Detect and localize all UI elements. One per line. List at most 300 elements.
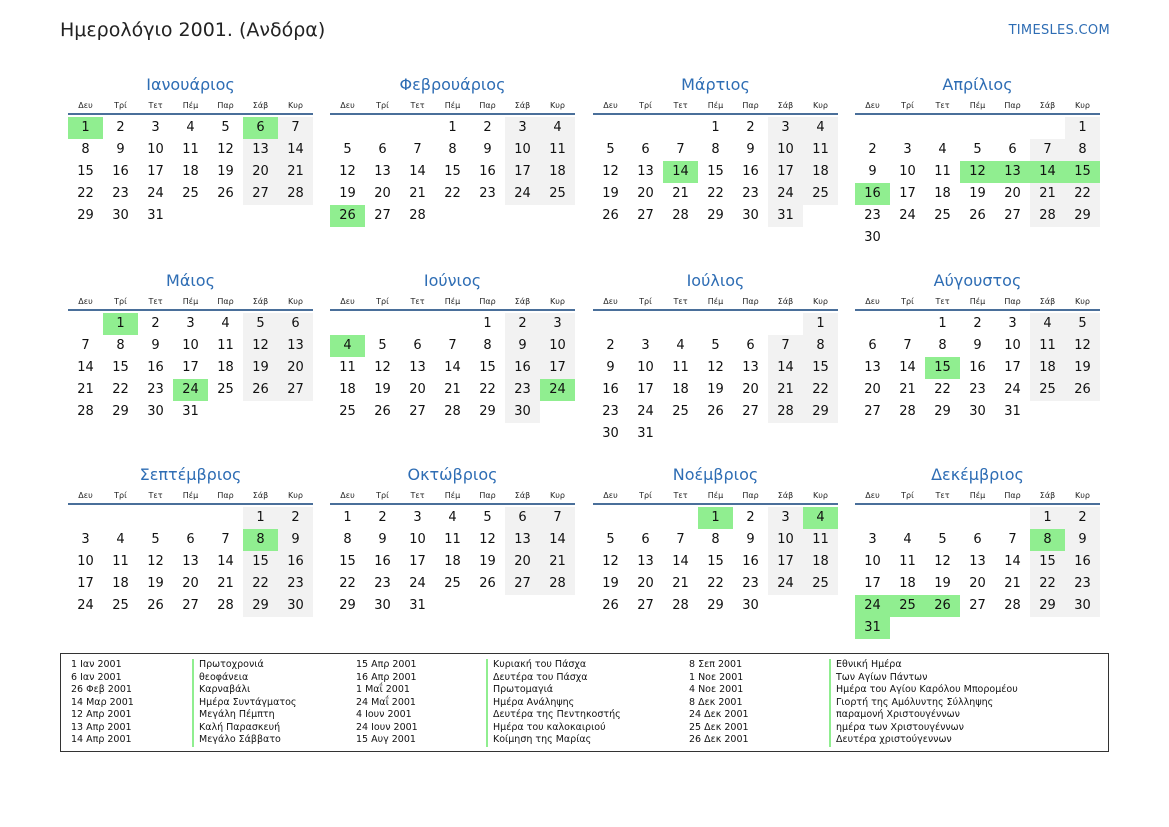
holiday-day-cell: 4 — [803, 507, 838, 529]
day-cell: 15 — [1030, 551, 1065, 573]
day-cell: 21 — [672, 186, 689, 201]
day-cell: 19 — [1065, 357, 1100, 379]
weekday-label: Σάβ — [1039, 297, 1056, 306]
day-cell: 22 — [934, 382, 951, 397]
day-cell: 28 — [672, 598, 689, 613]
empty-cell — [103, 507, 138, 529]
day-cell: 16 — [112, 164, 129, 179]
day-cell: 13 — [182, 554, 199, 569]
day-cell: 12 — [374, 360, 391, 375]
day-cell: 4 — [116, 532, 125, 547]
weekday-label: Τετ — [410, 491, 425, 500]
day-cell: 16 — [969, 360, 986, 375]
legend-holiday-name: Των Αγίων Πάντων — [829, 672, 1018, 685]
empty-cell — [890, 507, 925, 529]
day-cell: 28 — [444, 404, 461, 419]
day-cell: 23 — [374, 576, 391, 591]
day-cell: 12 — [707, 360, 724, 375]
day-cell: 2 — [973, 316, 982, 331]
weekday-label: Κυρ — [813, 101, 828, 110]
day-cell: 6 — [505, 507, 540, 529]
weekday-label: Σάβ — [777, 297, 794, 306]
day-cell: 17 — [409, 554, 426, 569]
day-cell: 27 — [278, 379, 313, 401]
weekday-label: Κυρ — [288, 297, 303, 306]
holiday-day-cell: 26 — [925, 595, 960, 617]
day-cell: 19 — [217, 164, 234, 179]
day-cell: 21 — [1004, 576, 1021, 591]
day-cell: 17 — [637, 382, 654, 397]
day-cell: 29 — [479, 404, 496, 419]
day-cell: 24 — [768, 183, 803, 205]
holiday-day-cell: 8 — [1030, 529, 1065, 551]
empty-cell — [663, 313, 698, 335]
day-cell: 17 — [864, 576, 881, 591]
weekday-label: Σάβ — [777, 491, 794, 500]
month-name: Σεπτέμβριος — [139, 465, 242, 484]
day-cell: 27 — [742, 404, 759, 419]
day-cell: 6 — [973, 532, 982, 547]
legend-holiday-date: 14 Μαρ 2001 — [71, 696, 134, 708]
empty-cell — [400, 117, 435, 139]
day-cell: 6 — [746, 338, 755, 353]
legend-holiday-date: 1 Μαΐ 2001 — [356, 684, 410, 695]
day-cell: 15 — [112, 360, 129, 375]
day-cell: 3 — [641, 338, 650, 353]
weekday-label: Πέμ — [444, 101, 461, 110]
day-cell: 9 — [868, 164, 877, 179]
day-cell: 26 — [1065, 379, 1100, 401]
day-cell: 26 — [479, 576, 496, 591]
holiday-day-cell: 1 — [698, 507, 733, 529]
day-cell: 23 — [742, 186, 759, 201]
month-block — [593, 463, 838, 617]
empty-cell — [138, 507, 173, 529]
weekday-label: Τρί — [114, 101, 127, 110]
day-cell: 22 — [77, 186, 94, 201]
days-grid — [593, 117, 838, 227]
weekday-label: Κυρ — [288, 491, 303, 500]
day-cell: 16 — [602, 382, 619, 397]
month-name: Ιούνιος — [423, 271, 482, 290]
weekday-label: Πέμ — [969, 491, 986, 500]
month-block — [330, 463, 575, 617]
day-cell: 18 — [934, 186, 951, 201]
day-cell: 10 — [864, 554, 881, 569]
weekday-label: Κυρ — [1075, 101, 1090, 110]
legend-holiday-date: 12 Απρ 2001 — [71, 709, 132, 720]
month-name: Ιανουάριος — [146, 75, 235, 94]
legend-holiday-date: 16 Απρ 2001 — [356, 671, 417, 683]
day-cell: 18 — [217, 360, 234, 375]
weekday-label: Σάβ — [252, 101, 269, 110]
day-cell: 28 — [1004, 598, 1021, 613]
day-cell: 29 — [77, 208, 94, 223]
day-cell: 12 — [147, 554, 164, 569]
day-cell: 6 — [641, 532, 650, 547]
day-cell: 31 — [1004, 404, 1021, 419]
day-cell: 3 — [768, 117, 803, 139]
weekday-label: Παρ — [742, 491, 759, 500]
day-cell: 6 — [378, 142, 387, 157]
day-cell: 7 — [768, 335, 803, 357]
day-cell: 26 — [602, 208, 619, 223]
weekday-label: Πέμ — [182, 101, 199, 110]
day-cell: 19 — [479, 554, 496, 569]
day-cell: 10 — [409, 532, 426, 547]
month-name: Οκτώβριος — [407, 465, 498, 484]
day-cell: 18 — [182, 164, 199, 179]
weekday-label: Σάβ — [252, 491, 269, 500]
day-cell: 18 — [540, 161, 575, 183]
day-cell: 1 — [803, 313, 838, 335]
day-cell: 11 — [899, 554, 916, 569]
day-cell: 21 — [540, 551, 575, 573]
day-cell: 26 — [217, 186, 234, 201]
holiday-day-cell: 26 — [330, 205, 365, 227]
day-cell: 23 — [112, 186, 129, 201]
empty-cell — [855, 507, 890, 529]
legend-holiday-date: 8 Δεκ 2001 — [689, 696, 743, 708]
day-cell: 17 — [505, 161, 540, 183]
day-cell: 1 — [448, 120, 457, 135]
day-cell: 27 — [864, 404, 881, 419]
holiday-day-cell: 15 — [1065, 161, 1100, 183]
legend-holiday-name: Ημέρα Ανάληψης — [486, 697, 621, 710]
legend-holiday-name: παραμονή Χριστουγέννων — [829, 709, 1018, 722]
day-cell: 8 — [343, 532, 352, 547]
weekday-label: Τρί — [376, 101, 389, 110]
day-cell: 20 — [1004, 186, 1021, 201]
holiday-day-cell: 1 — [103, 313, 138, 335]
day-cell: 15 — [243, 551, 278, 573]
day-cell: 15 — [803, 357, 838, 379]
weekday-header — [855, 295, 1100, 311]
weekday-label: Παρ — [479, 101, 496, 110]
day-cell: 28 — [409, 208, 426, 223]
weekday-label: Δευ — [865, 101, 880, 110]
day-cell: 16 — [278, 551, 313, 573]
weekday-header — [68, 489, 313, 505]
day-cell: 22 — [1030, 573, 1065, 595]
day-cell: 14 — [77, 360, 94, 375]
day-cell: 9 — [278, 529, 313, 551]
empty-cell — [330, 313, 365, 335]
day-cell: 27 — [243, 183, 278, 205]
legend-holiday-name: Δευτέρα του Πάσχα — [486, 672, 621, 685]
legend-holiday-name: Ημέρα του καλοκαιριού — [486, 722, 621, 735]
weekday-label: Τετ — [673, 491, 688, 500]
weekday-label: Πέμ — [969, 297, 986, 306]
day-cell: 24 — [899, 208, 916, 223]
legend-holiday-name: Κυριακή του Πάσχα — [486, 659, 621, 672]
day-cell: 19 — [602, 576, 619, 591]
day-cell: 29 — [1030, 595, 1065, 617]
day-cell: 29 — [1065, 205, 1100, 227]
holiday-day-cell: 24 — [855, 595, 890, 617]
empty-cell — [768, 313, 803, 335]
weekday-label: Τρί — [376, 297, 389, 306]
empty-cell — [960, 507, 995, 529]
day-cell: 8 — [1065, 139, 1100, 161]
day-cell: 18 — [899, 576, 916, 591]
day-cell: 23 — [479, 186, 496, 201]
day-cell: 13 — [637, 554, 654, 569]
weekday-label: Παρ — [217, 491, 234, 500]
day-cell: 20 — [243, 161, 278, 183]
day-cell: 28 — [77, 404, 94, 419]
day-cell: 29 — [243, 595, 278, 617]
empty-cell — [173, 507, 208, 529]
day-cell: 2 — [1065, 507, 1100, 529]
day-cell: 17 — [768, 551, 803, 573]
day-cell: 27 — [374, 208, 391, 223]
holiday-day-cell: 14 — [663, 161, 698, 183]
day-cell: 21 — [768, 379, 803, 401]
day-cell: 22 — [243, 573, 278, 595]
holiday-day-cell: 12 — [960, 161, 995, 183]
days-grid — [68, 313, 313, 423]
day-cell: 27 — [409, 404, 426, 419]
day-cell: 16 — [479, 164, 496, 179]
weekday-label: Πέμ — [707, 491, 724, 500]
month-block — [855, 73, 1100, 249]
days-grid — [855, 117, 1100, 249]
day-cell: 19 — [707, 382, 724, 397]
holiday-day-cell: 6 — [243, 117, 278, 139]
day-cell: 3 — [540, 313, 575, 335]
legend-holiday-date: 1 Νοε 2001 — [689, 671, 744, 683]
weekday-header — [330, 99, 575, 115]
brand-link[interactable]: TIMESLES.COM — [1008, 23, 1110, 38]
day-cell: 6 — [413, 338, 422, 353]
legend-holiday-date: 4 Ιουν 2001 — [356, 709, 412, 720]
day-cell: 2 — [606, 338, 615, 353]
day-cell: 16 — [374, 554, 391, 569]
weekday-label: Κυρ — [813, 491, 828, 500]
day-cell: 30 — [742, 208, 759, 223]
day-cell: 9 — [378, 532, 387, 547]
day-cell: 24 — [768, 573, 803, 595]
weekday-label: Δευ — [78, 491, 93, 500]
weekday-label: Τρί — [639, 101, 652, 110]
weekday-label: Κυρ — [288, 101, 303, 110]
day-cell: 12 — [243, 335, 278, 357]
legend-holiday-date: 25 Δεκ 2001 — [689, 721, 749, 733]
day-cell: 20 — [278, 357, 313, 379]
day-cell: 18 — [803, 551, 838, 573]
day-cell: 3 — [186, 316, 195, 331]
day-cell: 22 — [707, 186, 724, 201]
holiday-day-cell: 31 — [855, 617, 890, 639]
empty-cell — [890, 313, 925, 335]
day-cell: 5 — [221, 120, 230, 135]
day-cell: 4 — [448, 510, 457, 525]
weekday-label: Πέμ — [182, 491, 199, 500]
day-cell: 5 — [151, 532, 160, 547]
day-cell: 31 — [409, 598, 426, 613]
legend-holiday-date: 13 Απρ 2001 — [71, 721, 132, 733]
weekday-label: Τρί — [639, 491, 652, 500]
day-cell: 14 — [768, 357, 803, 379]
day-cell: 30 — [742, 598, 759, 613]
day-cell: 15 — [707, 554, 724, 569]
day-cell: 9 — [116, 142, 125, 157]
day-cell: 10 — [77, 554, 94, 569]
month-block — [68, 463, 313, 617]
day-cell: 24 — [409, 576, 426, 591]
empty-cell — [68, 313, 103, 335]
day-cell: 30 — [969, 404, 986, 419]
day-cell: 10 — [899, 164, 916, 179]
day-cell: 30 — [602, 426, 619, 441]
day-cell: 20 — [374, 186, 391, 201]
month-block — [593, 269, 838, 445]
empty-cell — [733, 313, 768, 335]
weekday-label: Τετ — [673, 297, 688, 306]
day-cell: 3 — [151, 120, 160, 135]
day-cell: 20 — [505, 551, 540, 573]
day-cell: 12 — [934, 554, 951, 569]
day-cell: 30 — [112, 208, 129, 223]
weekday-label: Τετ — [148, 491, 163, 500]
empty-cell — [960, 117, 995, 139]
weekday-label: Παρ — [1004, 101, 1021, 110]
day-cell: 1 — [711, 120, 720, 135]
weekday-label: Τρί — [901, 491, 914, 500]
day-cell: 5 — [973, 142, 982, 157]
day-cell: 12 — [217, 142, 234, 157]
day-cell: 17 — [77, 576, 94, 591]
legend-dates-col-2 — [356, 659, 418, 747]
day-cell: 28 — [1030, 205, 1065, 227]
day-cell: 23 — [602, 404, 619, 419]
day-cell: 5 — [343, 142, 352, 157]
day-cell: 25 — [803, 183, 838, 205]
day-cell: 31 — [147, 208, 164, 223]
day-cell: 13 — [505, 529, 540, 551]
weekday-label: Τρί — [376, 491, 389, 500]
day-cell: 10 — [768, 139, 803, 161]
legend-holiday-date: 26 Δεκ 2001 — [689, 734, 749, 745]
holiday-legend — [60, 653, 1109, 752]
day-cell: 27 — [505, 573, 540, 595]
day-cell: 18 — [672, 382, 689, 397]
legend-holiday-date: 24 Δεκ 2001 — [689, 709, 749, 720]
empty-cell — [663, 117, 698, 139]
day-cell: 12 — [602, 164, 619, 179]
day-cell: 14 — [217, 554, 234, 569]
weekday-label: Τετ — [935, 491, 950, 500]
weekday-header — [593, 489, 838, 505]
days-grid — [68, 507, 313, 617]
day-cell: 3 — [413, 510, 422, 525]
day-cell: 7 — [221, 532, 230, 547]
weekday-label: Δευ — [865, 297, 880, 306]
month-name: Αύγουστος — [933, 271, 1022, 290]
day-cell: 11 — [803, 529, 838, 551]
weekday-label: Τετ — [148, 297, 163, 306]
legend-dates-col-3 — [689, 659, 749, 747]
weekday-label: Τρί — [114, 297, 127, 306]
day-cell: 2 — [116, 120, 125, 135]
day-cell: 24 — [77, 598, 94, 613]
legend-holiday-date: 8 Σεπ 2001 — [689, 659, 743, 670]
month-name: Φεβρουάριος — [399, 75, 506, 94]
month-block — [855, 269, 1100, 423]
day-cell: 21 — [278, 161, 313, 183]
day-cell: 2 — [483, 120, 492, 135]
month-name: Ιούλιος — [686, 271, 745, 290]
day-cell: 21 — [899, 382, 916, 397]
day-cell: 5 — [938, 532, 947, 547]
weekday-label: Δευ — [340, 491, 355, 500]
day-cell: 21 — [444, 382, 461, 397]
day-cell: 4 — [903, 532, 912, 547]
legend-holiday-date: 24 Μαΐ 2001 — [356, 696, 416, 708]
legend-holiday-date: 1 Ιαν 2001 — [71, 659, 122, 670]
day-cell: 30 — [278, 595, 313, 617]
day-cell: 14 — [672, 554, 689, 569]
days-grid — [593, 313, 838, 445]
weekday-label: Δευ — [78, 297, 93, 306]
day-cell: 7 — [676, 142, 685, 157]
day-cell: 14 — [278, 139, 313, 161]
day-cell: 22 — [1065, 183, 1100, 205]
day-cell: 13 — [243, 139, 278, 161]
month-block — [855, 463, 1100, 639]
day-cell: 20 — [969, 576, 986, 591]
day-cell: 25 — [672, 404, 689, 419]
day-cell: 20 — [637, 576, 654, 591]
days-grid — [330, 313, 575, 423]
holiday-day-cell: 14 — [1030, 161, 1065, 183]
legend-holiday-name: Πρωτομαγιά — [486, 684, 621, 697]
day-cell: 17 — [768, 161, 803, 183]
day-cell: 20 — [182, 576, 199, 591]
day-cell: 1 — [483, 316, 492, 331]
day-cell: 14 — [444, 360, 461, 375]
weekday-label: Πέμ — [444, 297, 461, 306]
day-cell: 14 — [409, 164, 426, 179]
day-cell: 11 — [672, 360, 689, 375]
day-cell: 6 — [641, 142, 650, 157]
day-cell: 30 — [1065, 595, 1100, 617]
day-cell: 16 — [1065, 551, 1100, 573]
day-cell: 31 — [637, 426, 654, 441]
day-cell: 2 — [505, 313, 540, 335]
days-grid — [330, 507, 575, 617]
day-cell: 11 — [1030, 335, 1065, 357]
legend-holiday-name: Μεγάλο Σάββατο — [192, 734, 296, 747]
days-grid — [330, 117, 575, 227]
weekday-label: Σάβ — [514, 297, 531, 306]
legend-holiday-name: Κοίμηση της Μαρίας — [486, 734, 621, 747]
empty-cell — [435, 313, 470, 335]
legend-holiday-date: 14 Απρ 2001 — [71, 734, 132, 745]
day-cell: 2 — [151, 316, 160, 331]
day-cell: 24 — [1004, 382, 1021, 397]
day-cell: 11 — [182, 142, 199, 157]
legend-holiday-name: Καρναβάλι — [192, 684, 296, 697]
day-cell: 27 — [182, 598, 199, 613]
day-cell: 19 — [339, 186, 356, 201]
day-cell: 9 — [483, 142, 492, 157]
day-cell: 10 — [1004, 338, 1021, 353]
weekday-label: Κυρ — [550, 491, 565, 500]
day-cell: 10 — [182, 338, 199, 353]
day-cell: 25 — [339, 404, 356, 419]
